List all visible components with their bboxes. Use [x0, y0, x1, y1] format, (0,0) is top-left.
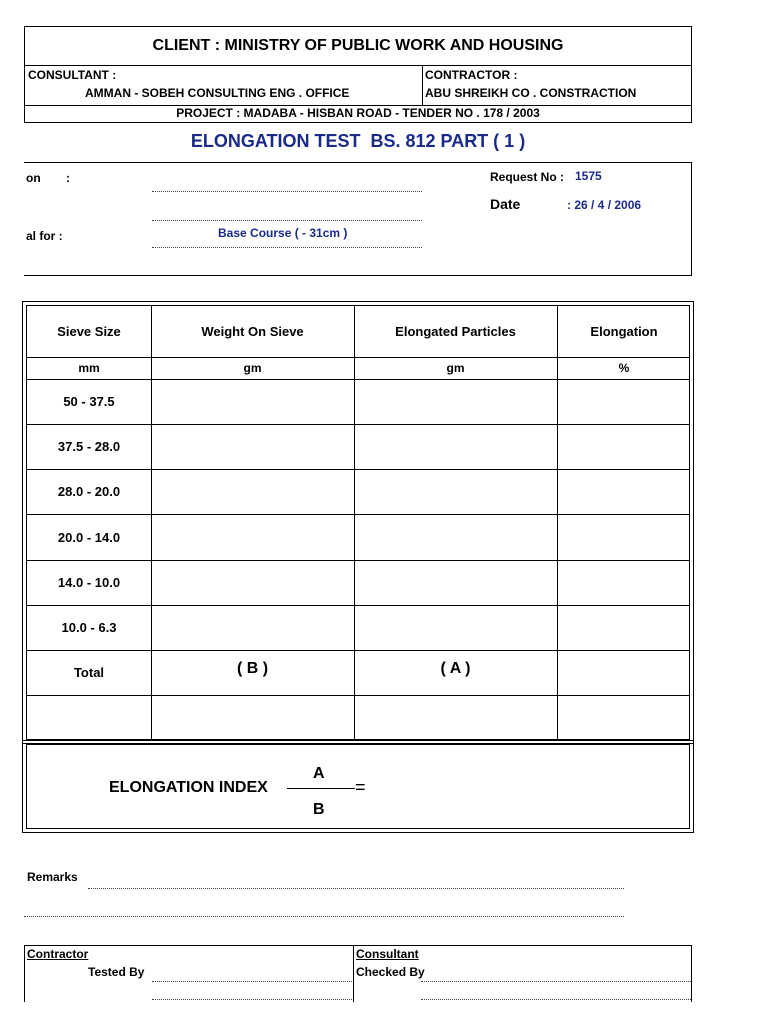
checked-by-line-2[interactable] [421, 999, 691, 1000]
header-sieve-size: Sieve Size [57, 324, 121, 339]
index-numerator: A [313, 765, 325, 782]
tested-by-line-2[interactable] [152, 999, 352, 1000]
test-title: ELONGATION TEST BS. 812 PART ( 1 ) [190, 131, 526, 151]
material-line[interactable] [152, 247, 422, 248]
checked-by-label: Checked By [356, 965, 425, 979]
unit-weight: gm [243, 361, 262, 375]
total-b: ( B ) [236, 660, 269, 677]
fraction-bar [287, 788, 355, 789]
location-label: on [26, 171, 41, 185]
header-elongated-particles: Elongated Particles [395, 324, 516, 339]
remarks-line-1[interactable] [88, 888, 624, 889]
location-colon: : [66, 171, 70, 185]
consultant-name: AMMAN - SOBEH CONSULTING ENG . OFFICE [85, 86, 350, 100]
date-label: Date [490, 196, 521, 212]
location-line-1[interactable] [152, 191, 422, 192]
unit-elongated: gm [446, 361, 465, 375]
consultant-sign-label: Consultant [356, 947, 419, 961]
project-line: PROJECT : MADABA - HISBAN ROAD - TENDER NO . 178 / 2003 [176, 106, 540, 120]
date-value: : 26 / 4 / 2006 [567, 198, 642, 212]
elongation-index-box [22, 740, 694, 833]
sieve-row-1: 50 - 37.5 [63, 394, 115, 409]
tested-by-label: Tested By [88, 965, 145, 979]
index-denominator: B [313, 801, 325, 818]
signature-box [24, 945, 692, 1025]
location-line-2[interactable] [152, 220, 422, 221]
header-weight-on-sieve: Weight On Sieve [201, 324, 304, 339]
contractor-sign-label: Contractor [27, 947, 89, 961]
table-grid [26, 305, 690, 740]
sieve-row-6: 10.0 - 6.3 [61, 620, 117, 635]
header-box [24, 26, 692, 123]
unit-elongation: % [618, 361, 630, 375]
material-value: Base Course ( - 31cm ) [218, 226, 348, 240]
index-equals: = [355, 777, 366, 797]
sieve-row-3: 28.0 - 20.0 [57, 484, 121, 499]
unit-sieve-size: mm [78, 361, 100, 375]
client-title: CLIENT : MINISTRY OF PUBLIC WORK AND HOUSING [152, 37, 564, 54]
request-value: 1575 [575, 169, 602, 183]
contractor-name: ABU SHREIKH CO . CONSTRACTION [425, 86, 637, 100]
header-elongation: Elongation [590, 324, 658, 339]
tested-by-line-1[interactable] [152, 981, 352, 982]
sieve-row-4: 20.0 - 14.0 [57, 529, 121, 545]
material-label: al for : [26, 229, 63, 243]
checked-by-line-1[interactable] [421, 981, 691, 982]
info-box [24, 162, 692, 276]
sieve-row-5: 14.0 - 10.0 [57, 575, 121, 590]
remarks-line-2[interactable] [24, 916, 624, 917]
elongation-table [22, 301, 694, 744]
elongation-index-label: ELONGATION INDEX [109, 779, 268, 796]
contractor-label: CONTRACTOR : [425, 68, 518, 82]
total-a: ( A ) [440, 660, 471, 677]
consultant-label: CONSULTANT : [28, 68, 117, 82]
request-label: Request No : [490, 170, 565, 184]
remarks-label: Remarks [27, 870, 78, 884]
total-label: Total [73, 665, 105, 680]
sieve-row-2: 37.5 - 28.0 [57, 439, 121, 454]
